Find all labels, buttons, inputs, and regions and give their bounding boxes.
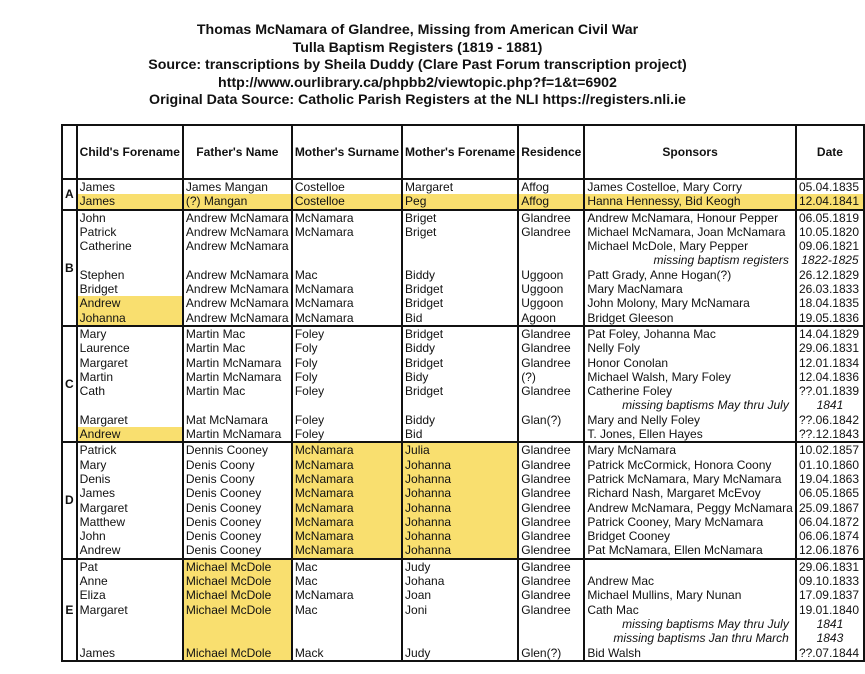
sponsors-cell: Bid Walsh xyxy=(584,646,795,661)
residence-cell: Uggoon xyxy=(518,268,584,282)
mother-forename-cell: Bridget xyxy=(402,326,518,341)
group-label: D xyxy=(62,442,77,558)
residence-cell xyxy=(518,239,584,253)
date-cell: 14.04.1829 xyxy=(796,326,864,341)
mother-forename-cell: Bid xyxy=(402,311,518,326)
residence-cell: Glandree xyxy=(518,559,584,574)
father-name-cell: Denis Cooney xyxy=(183,529,292,543)
sponsors-cell: Michael Mullins, Mary Nunan xyxy=(584,588,795,602)
mother-forename-cell: Judy xyxy=(402,646,518,661)
table-row xyxy=(62,529,864,543)
child-forename-cell: Denis xyxy=(77,472,183,486)
residence-cell xyxy=(518,398,584,412)
father-name-cell: Martin Mac xyxy=(183,326,292,341)
mother-forename-cell: Johanna xyxy=(402,515,518,529)
date-cell: ??.06.1842 xyxy=(796,413,864,427)
mother-forename-cell: Briget xyxy=(402,225,518,239)
mother-forename-cell: Johanna xyxy=(402,529,518,543)
table-row xyxy=(62,179,864,194)
mother-surname-cell xyxy=(292,253,402,267)
table-row xyxy=(62,194,864,209)
sponsors-cell: Pat Foley, Johanna Mac xyxy=(584,326,795,341)
sponsors-cell: Bridget Gleeson xyxy=(584,311,795,326)
mother-surname-cell: McNamara xyxy=(292,210,402,225)
date-cell: 06.05.1865 xyxy=(796,486,864,500)
mother-forename-cell: Johana xyxy=(402,574,518,588)
table-row xyxy=(62,413,864,427)
child-forename-cell: James xyxy=(77,486,183,500)
missing-records-note: missing baptism registers xyxy=(584,253,795,267)
mother-surname-cell: McNamara xyxy=(292,472,402,486)
mother-forename-cell xyxy=(402,398,518,412)
original-source-line: Original Data Source: Catholic Parish Registers at the NLI https://registers.nli.ie xyxy=(149,92,686,109)
residence-cell: Glandree xyxy=(518,529,584,543)
mother-surname-cell: McNamara xyxy=(292,529,402,543)
mother-surname-cell: McNamara xyxy=(292,543,402,558)
mother-surname-cell xyxy=(292,617,402,631)
missing-records-period: 1843 xyxy=(796,631,864,645)
residence-cell: Glandree xyxy=(518,210,584,225)
table-row xyxy=(62,296,864,310)
date-cell: 26.12.1829 xyxy=(796,268,864,282)
mother-forename-cell: Judy xyxy=(402,559,518,574)
date-cell: 19.05.1836 xyxy=(796,311,864,326)
father-name-cell: Martin Mac xyxy=(183,341,292,355)
sponsors-cell: Mary MacNamara xyxy=(584,282,795,296)
residence-cell: Glandree xyxy=(518,574,584,588)
mother-forename-cell: Joni xyxy=(402,603,518,617)
residence-cell: Glandree xyxy=(518,588,584,602)
father-name-cell: Michael McDole xyxy=(183,603,292,617)
father-name-header: Father's Name xyxy=(183,125,292,179)
child-forename-cell: Catherine xyxy=(77,239,183,253)
child-forename-cell xyxy=(77,617,183,631)
date-cell: 12.01.1834 xyxy=(796,356,864,370)
mother-surname-cell: Foley xyxy=(292,326,402,341)
residence-cell: Affog xyxy=(518,179,584,194)
father-name-cell: Michael McDole xyxy=(183,646,292,661)
table-row xyxy=(62,398,864,412)
sponsors-cell: Michael McDole, Mary Pepper xyxy=(584,239,795,253)
residence-cell: (?) xyxy=(518,370,584,384)
father-name-cell xyxy=(183,631,292,645)
missing-records-note: missing baptisms May thru July xyxy=(584,398,795,412)
child-forename-cell: Martin xyxy=(77,370,183,384)
missing-records-note: missing baptisms May thru July xyxy=(584,617,795,631)
table-row xyxy=(62,326,864,341)
mother-forename-cell xyxy=(402,253,518,267)
father-name-cell: Andrew McNamara xyxy=(183,239,292,253)
sponsors-cell: John Molony, Mary McNamara xyxy=(584,296,795,310)
father-name-cell: Andrew McNamara xyxy=(183,296,292,310)
sponsors-cell: Nelly Foly xyxy=(584,341,795,355)
group-header xyxy=(62,125,77,179)
child-forename-cell xyxy=(77,631,183,645)
table-row xyxy=(62,225,864,239)
mother-surname-header: Mother's Surname xyxy=(292,125,402,179)
mother-forename-cell: Biddy xyxy=(402,268,518,282)
father-name-cell: Mat McNamara xyxy=(183,413,292,427)
mother-surname-cell: Foly xyxy=(292,370,402,384)
child-forename-cell: Johanna xyxy=(77,311,183,326)
date-cell: 18.04.1835 xyxy=(796,296,864,310)
sponsors-cell: Andrew McNamara, Honour Pepper xyxy=(584,210,795,225)
mother-forename-cell: Johanna xyxy=(402,458,518,472)
father-name-cell: Andrew McNamara xyxy=(183,282,292,296)
child-forename-cell: Patrick xyxy=(77,225,183,239)
table-row xyxy=(62,253,864,267)
missing-records-period: 1841 xyxy=(796,617,864,631)
residence-cell xyxy=(518,617,584,631)
mother-forename-cell: Johanna xyxy=(402,543,518,558)
date-cell: 06.06.1874 xyxy=(796,529,864,543)
mother-forename-cell: Johanna xyxy=(402,486,518,500)
father-name-cell: Michael McDole xyxy=(183,574,292,588)
residence-cell xyxy=(518,631,584,645)
date-cell: 17.09.1837 xyxy=(796,588,864,602)
mother-surname-cell: Foley xyxy=(292,427,402,442)
mother-surname-cell: McNamara xyxy=(292,588,402,602)
residence-cell: Agoon xyxy=(518,311,584,326)
mother-forename-cell: Joan xyxy=(402,588,518,602)
mother-forename-cell: Bridget xyxy=(402,296,518,310)
residence-cell: Glandree xyxy=(518,341,584,355)
sponsors-cell: Andrew McNamara, Peggy McNamara xyxy=(584,501,795,515)
child-forename-cell: John xyxy=(77,529,183,543)
sponsors-cell: Hanna Hennessy, Bid Keogh xyxy=(584,194,795,209)
child-forename-header: Child's Forename xyxy=(77,125,183,179)
date-cell: 06.05.1819 xyxy=(796,210,864,225)
table-row xyxy=(62,268,864,282)
table-row xyxy=(62,574,864,588)
mother-surname-cell: McNamara xyxy=(292,486,402,500)
father-name-cell xyxy=(183,617,292,631)
child-forename-cell: Eliza xyxy=(77,588,183,602)
document-title: Thomas McNamara of Glandree, Missing from American Civil War xyxy=(196,22,639,38)
sponsors-cell: Mary and Nelly Foley xyxy=(584,413,795,427)
father-name-cell: Denis Coony xyxy=(183,458,292,472)
residence-cell: Glandree xyxy=(518,472,584,486)
date-cell: 26.03.1833 xyxy=(796,282,864,296)
mother-surname-cell: Mac xyxy=(292,559,402,574)
father-name-cell: Martin McNamara xyxy=(183,356,292,370)
sponsors-cell: Patrick McCormick, Honora Coony xyxy=(584,458,795,472)
table-row xyxy=(62,646,864,661)
header-row xyxy=(62,125,864,179)
mother-surname-cell: Foley xyxy=(292,384,402,398)
mother-surname-cell: Mack xyxy=(292,646,402,661)
mother-forename-cell: Biddy xyxy=(402,341,518,355)
date-cell: ??.01.1839 xyxy=(796,384,864,398)
child-forename-cell: Patrick xyxy=(77,442,183,457)
residence-cell: Affog xyxy=(518,194,584,209)
missing-records-period: 1841 xyxy=(796,398,864,412)
mother-surname-cell: McNamara xyxy=(292,282,402,296)
child-forename-cell: Andrew xyxy=(77,427,183,442)
child-forename-cell: Andrew xyxy=(77,296,183,310)
mother-surname-cell: McNamara xyxy=(292,515,402,529)
mother-surname-cell: McNamara xyxy=(292,225,402,239)
date-cell: 12.06.1876 xyxy=(796,543,864,558)
mother-surname-cell: Costelloe xyxy=(292,194,402,209)
father-name-cell: Denis Cooney xyxy=(183,486,292,500)
mother-forename-cell xyxy=(402,617,518,631)
mother-forename-cell: Johanna xyxy=(402,501,518,515)
baptism-table xyxy=(61,124,865,662)
sponsors-cell: Richard Nash, Margaret McEvoy xyxy=(584,486,795,500)
mother-forename-cell: Bridget xyxy=(402,384,518,398)
table-row xyxy=(62,631,864,645)
child-forename-cell: Bridget xyxy=(77,282,183,296)
group-label: E xyxy=(62,559,77,661)
source-line: Source: transcriptions by Sheila Duddy (Clare Past Forum transcription project) xyxy=(148,57,687,74)
mother-surname-cell xyxy=(292,398,402,412)
document-subtitle: Tulla Baptism Registers (1819 - 1881) xyxy=(292,39,543,56)
date-cell: 10.02.1857 xyxy=(796,442,864,457)
residence-header: Residence xyxy=(518,125,584,179)
father-name-cell xyxy=(183,398,292,412)
sponsors-cell: Michael McNamara, Joan McNamara xyxy=(584,225,795,239)
table-row xyxy=(62,515,864,529)
child-forename-cell: Matthew xyxy=(77,515,183,529)
residence-cell: Glandree xyxy=(518,515,584,529)
child-forename-cell: James xyxy=(77,646,183,661)
father-name-cell: Andrew McNamara xyxy=(183,311,292,326)
mother-forename-cell: Johanna xyxy=(402,472,518,486)
mother-surname-cell xyxy=(292,631,402,645)
mother-surname-cell: Mac xyxy=(292,603,402,617)
residence-cell: Glandree xyxy=(518,225,584,239)
sponsors-cell: Mary McNamara xyxy=(584,442,795,457)
table-row xyxy=(62,427,864,442)
mother-surname-cell: McNamara xyxy=(292,501,402,515)
sponsors-cell: Bridget Cooney xyxy=(584,529,795,543)
table-body xyxy=(62,179,864,661)
table-row xyxy=(62,356,864,370)
father-name-cell: Martin Mac xyxy=(183,384,292,398)
child-forename-cell: Stephen xyxy=(77,268,183,282)
child-forename-cell: Margaret xyxy=(77,413,183,427)
table-row xyxy=(62,341,864,355)
sponsors-header: Sponsors xyxy=(584,125,795,179)
residence-cell: Glandree xyxy=(518,326,584,341)
father-name-cell: Dennis Cooney xyxy=(183,442,292,457)
table-row xyxy=(62,603,864,617)
child-forename-cell: Mary xyxy=(77,326,183,341)
child-forename-cell: Andrew xyxy=(77,543,183,558)
father-name-cell: (?) Mangan xyxy=(183,194,292,209)
date-cell: 29.06.1831 xyxy=(796,341,864,355)
missing-records-period: 1822-1825 xyxy=(796,253,864,267)
child-forename-cell: Pat xyxy=(77,559,183,574)
sponsors-cell: Cath Mac xyxy=(584,603,795,617)
table-row xyxy=(62,370,864,384)
child-forename-cell xyxy=(77,398,183,412)
date-cell: 06.04.1872 xyxy=(796,515,864,529)
father-name-cell: Denis Cooney xyxy=(183,543,292,558)
sponsors-cell: James Costelloe, Mary Corry xyxy=(584,179,795,194)
sponsors-cell: Patrick Cooney, Mary McNamara xyxy=(584,515,795,529)
mother-surname-cell: Costelloe xyxy=(292,179,402,194)
father-name-cell: Denis Coony xyxy=(183,472,292,486)
sponsors-cell: T. Jones, Ellen Hayes xyxy=(584,427,795,442)
sponsors-cell: Patt Grady, Anne Hogan(?) xyxy=(584,268,795,282)
table-row xyxy=(62,210,864,225)
mother-surname-cell: Foly xyxy=(292,341,402,355)
mother-forename-cell: Peg xyxy=(402,194,518,209)
mother-forename-cell: Julia xyxy=(402,442,518,457)
child-forename-cell: Mary xyxy=(77,458,183,472)
date-cell: 10.05.1820 xyxy=(796,225,864,239)
mother-forename-cell xyxy=(402,239,518,253)
mother-surname-cell: Foly xyxy=(292,356,402,370)
residence-cell xyxy=(518,427,584,442)
mother-forename-cell: Bidy xyxy=(402,370,518,384)
father-name-cell: Denis Cooney xyxy=(183,501,292,515)
residence-cell: Glen(?) xyxy=(518,646,584,661)
table-row xyxy=(62,543,864,558)
date-cell: 29.06.1831 xyxy=(796,559,864,574)
table-row xyxy=(62,458,864,472)
group-label: B xyxy=(62,210,77,326)
sponsors-cell: Michael Walsh, Mary Foley xyxy=(584,370,795,384)
table-row xyxy=(62,239,864,253)
child-forename-cell: Laurence xyxy=(77,341,183,355)
father-name-cell: Denis Cooney xyxy=(183,515,292,529)
mother-forename-cell: Briget xyxy=(402,210,518,225)
document-header xyxy=(0,22,835,110)
child-forename-cell: James xyxy=(77,179,183,194)
table-row xyxy=(62,384,864,398)
date-cell: 01.10.1860 xyxy=(796,458,864,472)
child-forename-cell: Anne xyxy=(77,574,183,588)
father-name-cell: Martin McNamara xyxy=(183,370,292,384)
child-forename-cell: John xyxy=(77,210,183,225)
residence-cell: Glandree xyxy=(518,486,584,500)
sponsors-cell: Catherine Foley xyxy=(584,384,795,398)
mother-surname-cell: McNamara xyxy=(292,458,402,472)
date-cell: 09.06.1821 xyxy=(796,239,864,253)
child-forename-cell: Margaret xyxy=(77,356,183,370)
residence-cell: Glendree xyxy=(518,543,584,558)
mother-forename-cell: Bid xyxy=(402,427,518,442)
father-name-cell: Michael McDole xyxy=(183,588,292,602)
residence-cell: Glandree xyxy=(518,384,584,398)
table-row xyxy=(62,282,864,296)
residence-cell: Glandree xyxy=(518,603,584,617)
mother-forename-cell: Margaret xyxy=(402,179,518,194)
mother-surname-cell: Mac xyxy=(292,268,402,282)
table-row xyxy=(62,311,864,326)
residence-cell: Glan(?) xyxy=(518,413,584,427)
table-row xyxy=(62,501,864,515)
father-name-cell: Martin McNamara xyxy=(183,427,292,442)
sponsors-cell: Andrew Mac xyxy=(584,574,795,588)
father-name-cell: James Mangan xyxy=(183,179,292,194)
date-cell: 05.04.1835 xyxy=(796,179,864,194)
sponsors-cell: Patrick McNamara, Mary McNamara xyxy=(584,472,795,486)
sponsors-cell xyxy=(584,559,795,574)
table-row xyxy=(62,442,864,457)
mother-surname-cell xyxy=(292,239,402,253)
mother-forename-header: Mother's Forename xyxy=(402,125,518,179)
date-cell: 25.09.1867 xyxy=(796,501,864,515)
source-url: http://www.ourlibrary.ca/phpbb2/viewtopic.php?f=1&t=6902 xyxy=(218,74,617,91)
date-cell: 12.04.1841 xyxy=(796,194,864,209)
mother-surname-cell: McNamara xyxy=(292,296,402,310)
date-cell: ??.12.1843 xyxy=(796,427,864,442)
child-forename-cell: Margaret xyxy=(77,603,183,617)
mother-forename-cell: Bridget xyxy=(402,282,518,296)
group-label: A xyxy=(62,179,77,210)
group-label: C xyxy=(62,326,77,442)
table-row xyxy=(62,559,864,574)
mother-forename-cell: Bridget xyxy=(402,356,518,370)
table-row xyxy=(62,617,864,631)
mother-surname-cell: Foley xyxy=(292,413,402,427)
date-cell: 09.10.1833 xyxy=(796,574,864,588)
residence-cell: Glandree xyxy=(518,356,584,370)
child-forename-cell: Cath xyxy=(77,384,183,398)
father-name-cell xyxy=(183,253,292,267)
residence-cell: Glandree xyxy=(518,442,584,457)
table-row xyxy=(62,486,864,500)
father-name-cell: Michael McDole xyxy=(183,559,292,574)
father-name-cell: Andrew McNamara xyxy=(183,225,292,239)
father-name-cell: Andrew McNamara xyxy=(183,210,292,225)
mother-surname-cell: Mac xyxy=(292,574,402,588)
mother-surname-cell: McNamara xyxy=(292,442,402,457)
residence-cell: Glandree xyxy=(518,458,584,472)
sponsors-cell: Pat McNamara, Ellen McNamara xyxy=(584,543,795,558)
father-name-cell: Andrew McNamara xyxy=(183,268,292,282)
date-cell: ??.07.1844 xyxy=(796,646,864,661)
date-cell: 12.04.1836 xyxy=(796,370,864,384)
child-forename-cell xyxy=(77,253,183,267)
child-forename-cell: Margaret xyxy=(77,501,183,515)
table-row xyxy=(62,472,864,486)
residence-cell: Glendree xyxy=(518,501,584,515)
mother-surname-cell: McNamara xyxy=(292,311,402,326)
table-row xyxy=(62,588,864,602)
missing-records-note: missing baptisms Jan thru March xyxy=(584,631,795,645)
residence-cell: Uggoon xyxy=(518,282,584,296)
child-forename-cell: James xyxy=(77,194,183,209)
residence-cell: Uggoon xyxy=(518,296,584,310)
date-header: Date xyxy=(796,125,864,179)
date-cell: 19.04.1863 xyxy=(796,472,864,486)
sponsors-cell: Honor Conolan xyxy=(584,356,795,370)
mother-forename-cell: Biddy xyxy=(402,413,518,427)
date-cell: 19.01.1840 xyxy=(796,603,864,617)
residence-cell xyxy=(518,253,584,267)
mother-forename-cell xyxy=(402,631,518,645)
